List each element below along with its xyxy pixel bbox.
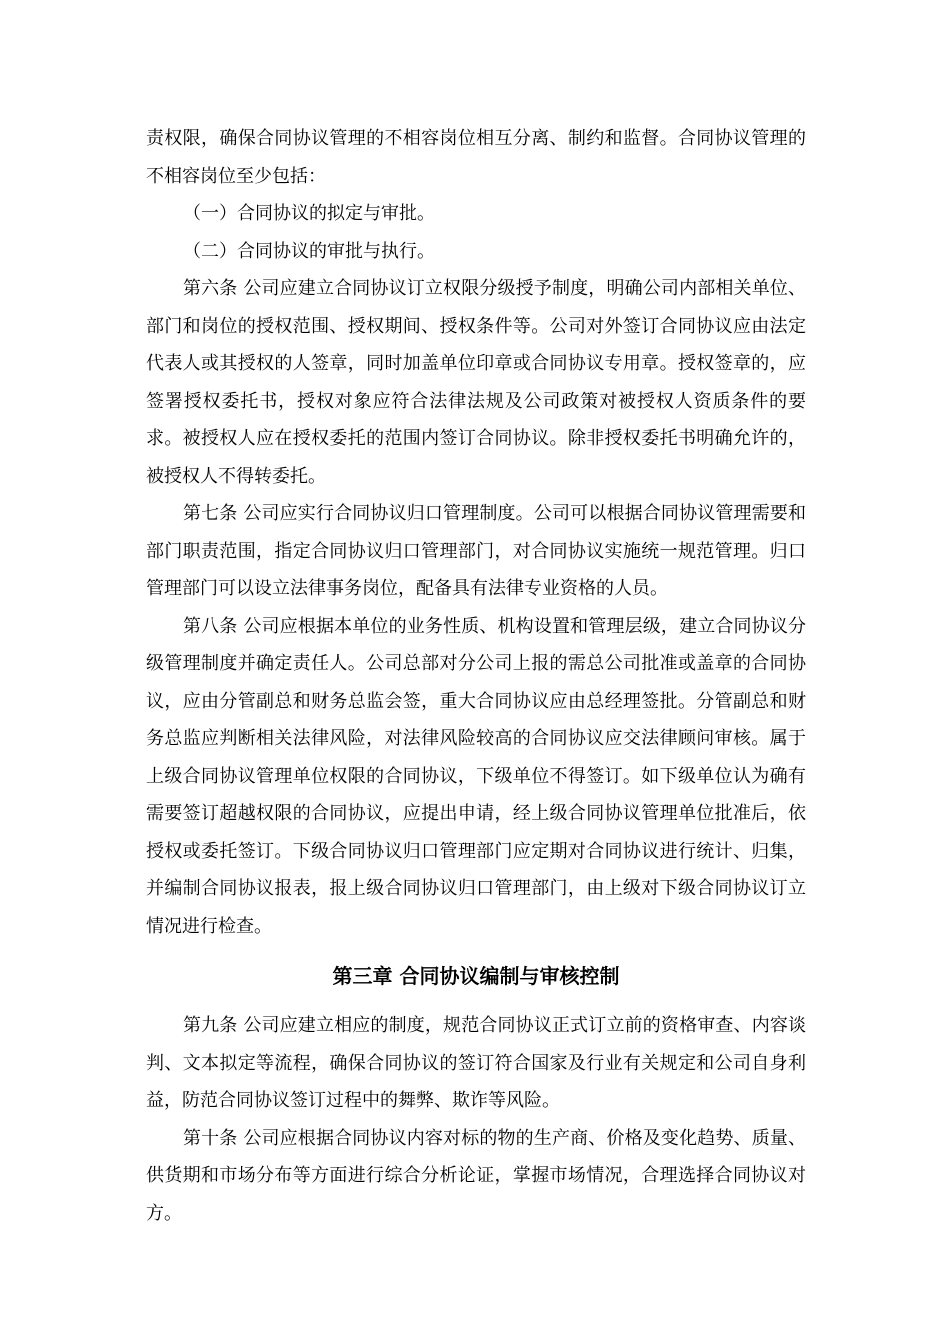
article-6: 第六条 公司应建立合同协议订立权限分级授予制度，明确公司内部相关单位、部门和岗位的授权范围、授权期间、授权条件等。公司对外签订合同协议应由法定代表人或其授权的人签章，同时加盖单位印章或合同协议专用章。授权签章的，应签署授权委托书，授权对象应符合法律法规及公司政策对被授权人资质条件的要求。被授权人应在授权委托的范围内签订合同协议。除非授权委托书明确允许的，被授权人不得转委托。 <box>146 278 806 487</box>
paragraph-continued: 责权限，确保合同协议管理的不相容岗位相互分离、制约和监督。合同协议管理的不相容岗位至少包括： <box>146 128 806 187</box>
article-7: 第七条 公司应实行合同协议归口管理制度。公司可以根据合同协议管理需要和部门职责范围，指定合同协议归口管理部门，对合同协议实施统一规范管理。归口管理部门可以设立法律事务岗位，配备具有法律专业资格的人员。 <box>146 503 806 599</box>
list-item-2: （二）合同协议的审批与执行。 <box>183 240 435 262</box>
list-item-1: （一）合同协议的拟定与审批。 <box>183 203 435 224</box>
chapter-title: 第三章 合同协议编制与审核控制 <box>332 964 620 988</box>
document-body <box>146 120 806 1232</box>
article-9: 第九条 公司应建立相应的制度，规范合同协议正式订立前的资格审查、内容谈判、文本拟定等流程，确保合同协议的签订符合国家及行业有关规定和公司自身利益，防范合同协议签订过程中的舞弊、欺诈等风险。 <box>146 1015 806 1111</box>
article-8: 第八条 公司应根据本单位的业务性质、机构设置和管理层级，建立合同协议分级管理制度并确定责任人。公司总部对分公司上报的需总公司批准或盖章的合同协议，应由分管副总和财务总监会签，重大合同协议应由总经理签批。分管副总和财务总监应判断相关法律风险，对法律风险较高的合同协议应交法律顾问审核。属于上级合同协议管理单位权限的合同协议，下级单位不得签订。如下级单位认为确有需要签订超越权限的合同协议，应提出申请，经上级合同协议管理单位批准后，依授权或委托签订。下级合同协议归口管理部门应定期对合同协议进行统计、归集，并编制合同协议报表，报上级合同协议归口管理部门，由上级对下级合同协议订立情况进行检查。 <box>146 615 806 937</box>
article-10: 第十条 公司应根据合同协议内容对标的物的生产商、价格及变化趋势、质量、供货期和市场分布等方面进行综合分析论证，掌握市场情况，合理选择合同协议对方。 <box>146 1127 806 1224</box>
